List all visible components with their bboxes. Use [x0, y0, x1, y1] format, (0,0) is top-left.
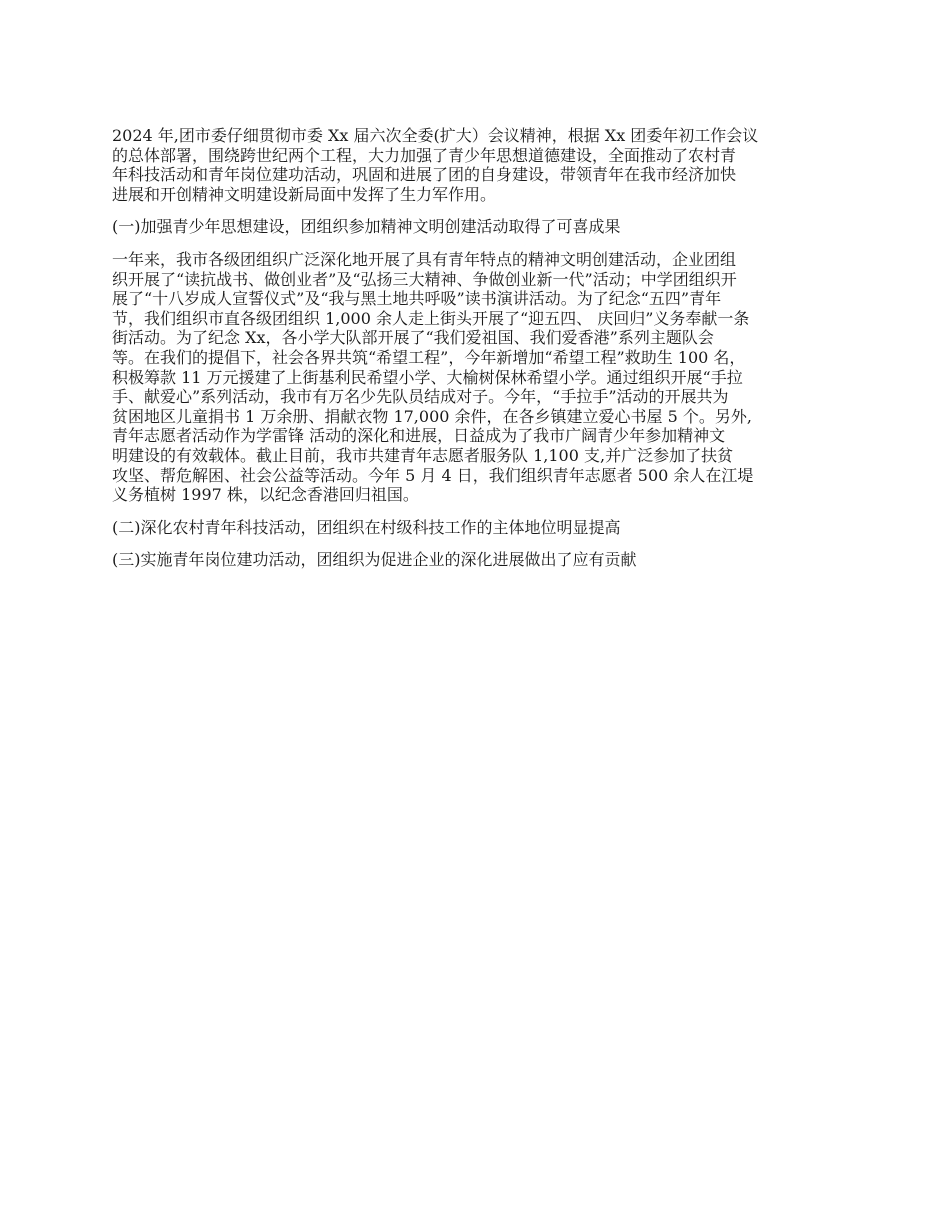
- section-heading-2: (二)深化农村青年科技活动，团组织在村级科技工作的主体地位明显提高: [112, 517, 621, 537]
- text-line: 节，我们组织市直各级团组织 1,000 余人走上街头开展了“迎五四、 庆回归”义务奉献一条: [112, 308, 750, 328]
- section-1-paragraph: [112, 250, 842, 505]
- text-line: 青年志愿者活动作为学雷锋 活动的深化和进展，日益成为了我市广阔青少年参加精神文: [112, 426, 726, 446]
- text-line: 明建设的有效载体。截止目前，我市共建青年志愿者服务队 1,100 支,并广泛参加了扶贫: [112, 445, 734, 465]
- text-line: 进展和开创精神文明建设新局面中发挥了生力军作用。: [112, 184, 497, 204]
- section-heading-1: (一)加强青少年思想建设，团组织参加精神文明创建活动取得了可喜成果: [112, 217, 621, 237]
- text-line: 织开展了“读抗战书、做创业者”及“弘扬三大精神、争做创业新一代”活动；中学团组织开: [112, 269, 737, 289]
- text-line: 一年来，我市各级团组织广泛深化地开展了具有青年特点的精神文明创建活动，企业团组: [112, 249, 737, 269]
- text-line: 贫困地区儿童捐书 1 万余册、捐献衣物 17,000 余件，在各乡镇建立爱心书屋 5 个。另外,: [112, 406, 752, 426]
- text-line: 手、献爱心”系列活动，我市有万名少先队员结成对子。今年，“手拉手”活动的开展共为: [112, 387, 729, 407]
- text-line: 积极筹款 11 万元援建了上街基利民希望小学、大榆树保林希望小学。通过组织开展“手拉: [112, 367, 743, 387]
- text-line: 义务植树 1997 株，以纪念香港回归祖国。: [112, 485, 419, 505]
- document-body: [112, 126, 842, 583]
- intro-paragraph: [112, 126, 842, 204]
- text-line: 的总体部署，围绕跨世纪两个工程，大力加强了青少年思想道德建设，全面推动了农村青: [112, 145, 737, 165]
- text-line: 2024 年,团市委仔细贯彻市委 Xx 届六次全委(扩大）会议精神，根据 Xx 团委年初工作会议: [112, 126, 759, 145]
- text-line: 攻坚、帮危解困、社会公益等活动。今年 5 月 4 日，我们组织青年志愿者 500 余人在江堤: [112, 465, 754, 485]
- section-heading-3: (三)实施青年岗位建功活动，团组织为促进企业的深化进展做出了应有贡献: [112, 550, 637, 570]
- text-line: 等。在我们的提倡下，社会各界共筑“希望工程”，今年新增加“希望工程”救助生 100 名，: [112, 347, 746, 367]
- text-line: 年科技活动和青年岗位建功活动，巩固和进展了团的自身建设，带领青年在我市经济加快: [112, 165, 737, 185]
- text-line: 街活动。为了纪念 Xx，各小学大队部开展了“我们爱祖国、我们爱香港”系列主题队会: [112, 328, 714, 348]
- text-line: 展了“十八岁成人宣誓仪式”及“我与黑土地共呼吸”读书演讲活动。为了纪念“五四”青年: [112, 289, 722, 309]
